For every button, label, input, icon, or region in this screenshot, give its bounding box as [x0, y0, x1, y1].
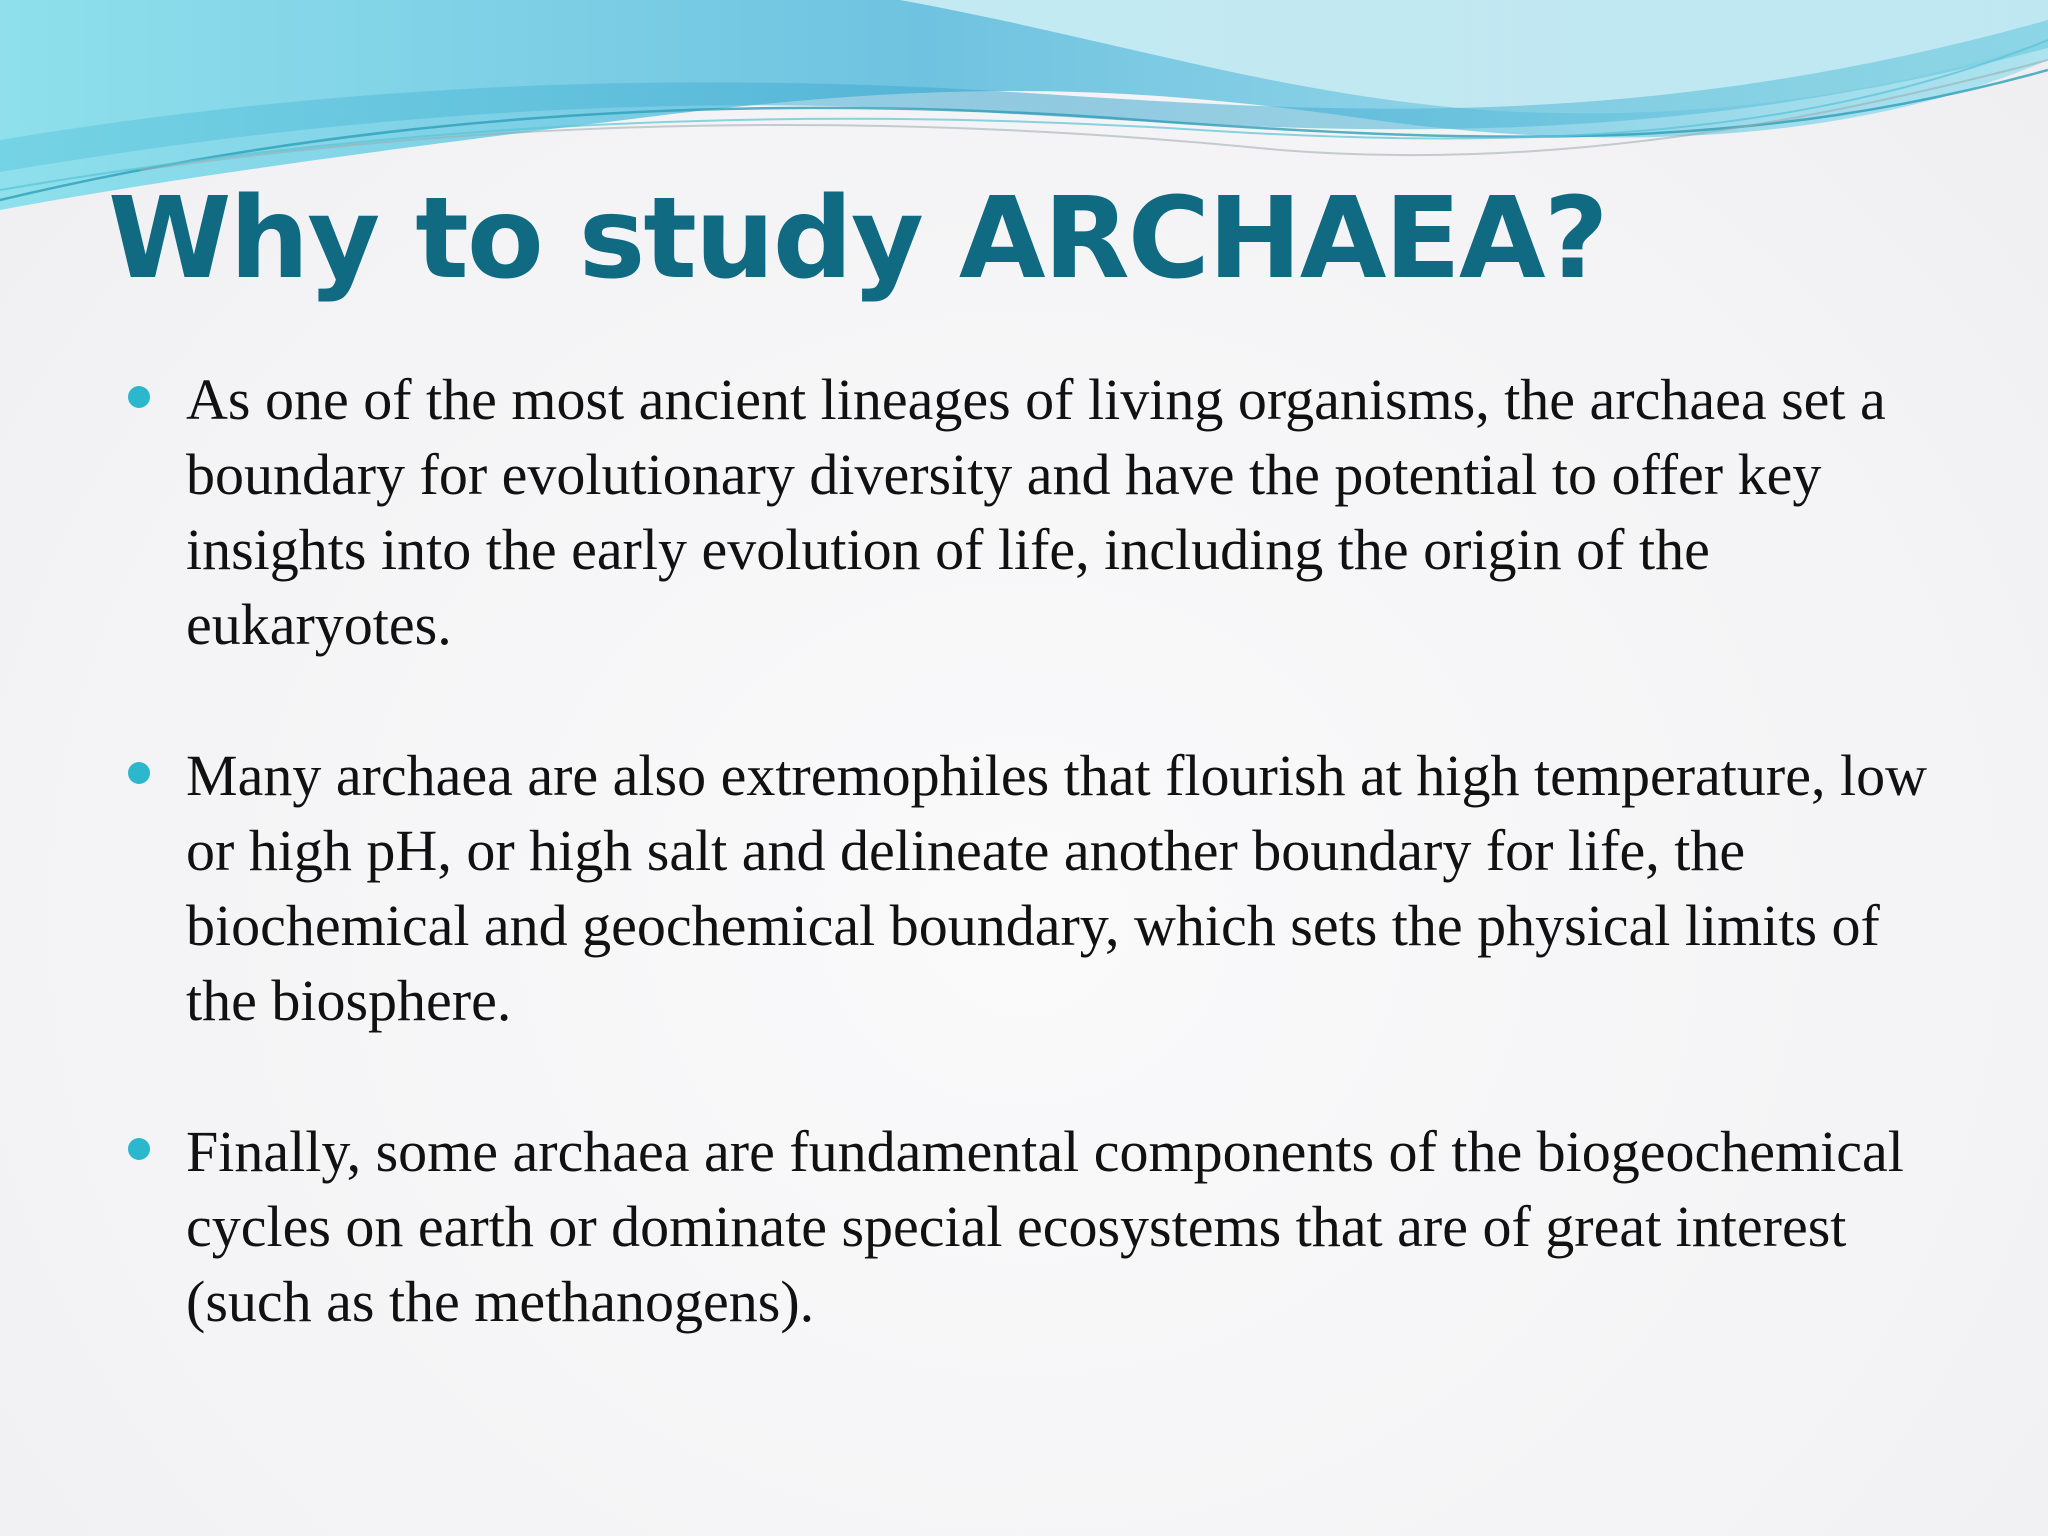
bullet-dot-icon: [128, 762, 150, 784]
bullet-text: As one of the most ancient lineages of living organisms, the archaea set a boundary for evolutionary diversity and have the potential to offer key insights into the early evolution of life, including the origin of the eukaryotes.: [186, 367, 1886, 657]
bullet-item: [128, 1114, 1928, 1339]
bullet-item: [128, 362, 1928, 662]
bullet-dot-icon: [128, 1138, 150, 1160]
bullet-item: [128, 738, 1928, 1038]
bullet-text: Finally, some archaea are fundamental components of the biogeochemical cycles on earth or dominate special ecosystems that are of great interest (such as the methanogens).: [186, 1119, 1904, 1334]
page-title: Why to study ARCHAEA?: [108, 174, 1607, 304]
bullet-dot-icon: [128, 386, 150, 408]
bullet-text: Many archaea are also extremophiles that flourish at high temperature, low or high pH, or high salt and delineate another boundary for life, the biochemical and geochemical boundary, which sets the physical limits of the biosphere.: [186, 743, 1927, 1033]
bullet-list: [128, 362, 1928, 1415]
